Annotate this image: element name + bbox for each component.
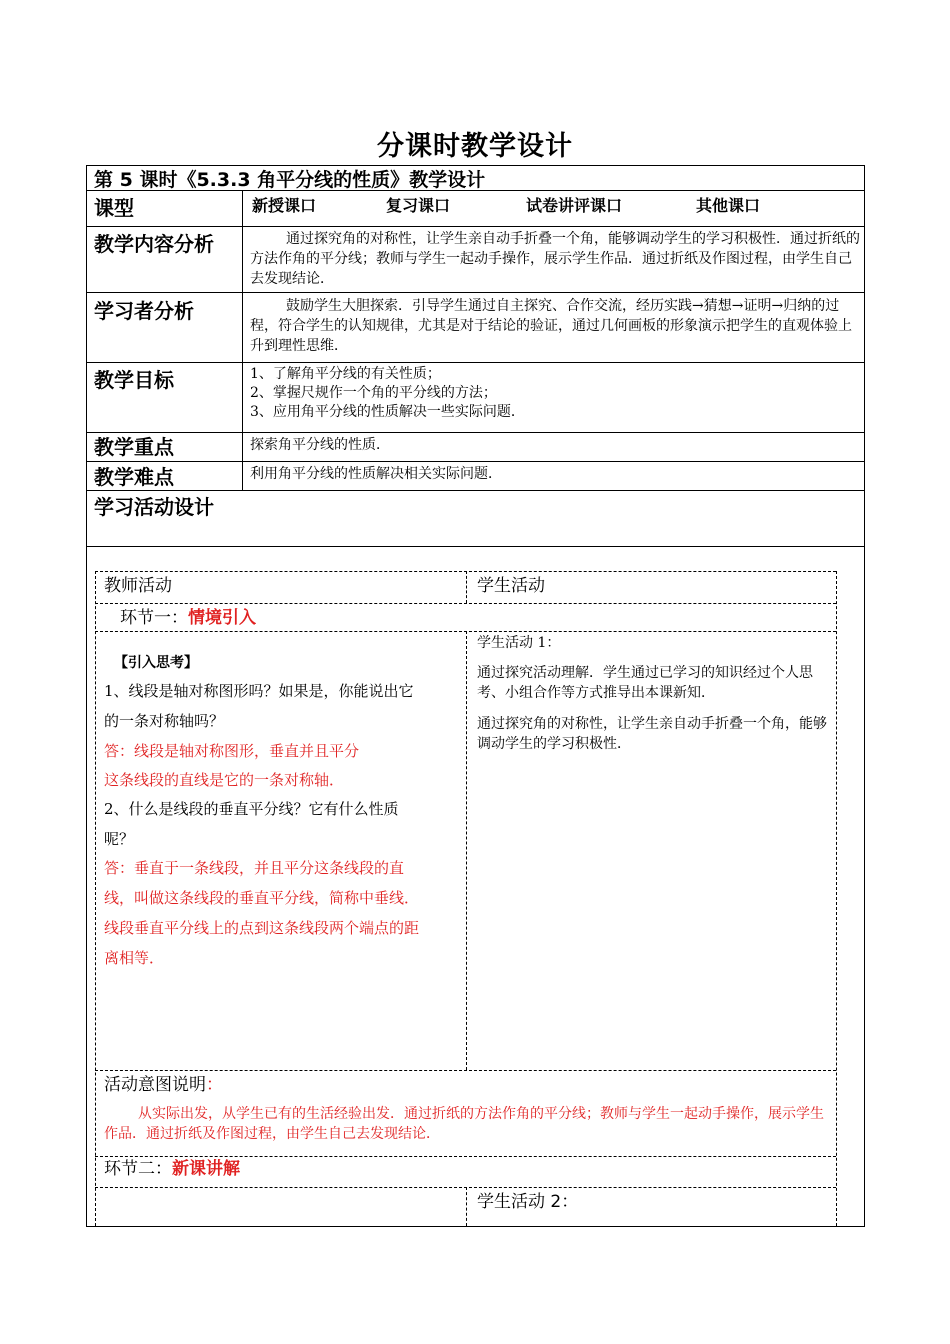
key-point-text: 探索角平分线的性质． bbox=[250, 437, 390, 453]
inner-border bbox=[836, 571, 837, 1226]
objective-item: 3、应用角平分线的性质解决一些实际问题． bbox=[250, 404, 525, 420]
inner-divider bbox=[95, 1070, 836, 1071]
question-2-line-2: 呢？ bbox=[104, 830, 135, 848]
course-option-other[interactable]: 其他课口 bbox=[696, 196, 761, 215]
inner-divider bbox=[95, 1226, 836, 1227]
row-divider bbox=[86, 292, 865, 293]
row-divider bbox=[86, 546, 865, 547]
page-title: 分课时教学设计 bbox=[377, 131, 573, 162]
question-2-line-1: 2、什么是线段的垂直平分线？它有什么性质 bbox=[104, 800, 399, 818]
student-activity-1-paragraph: 通过探究角的对称性，让学生亲自动手折叠一个角，能够调动学生的学习积极性． bbox=[477, 716, 827, 752]
question-1-line-1: 1、线段是轴对称图形吗？如果是，你能说出它 bbox=[104, 682, 414, 700]
row-divider bbox=[86, 461, 865, 462]
intent-colon: ： bbox=[206, 1075, 223, 1095]
row-divider bbox=[86, 490, 865, 491]
column-divider bbox=[242, 190, 243, 490]
teacher-activity-header: 教师活动 bbox=[104, 576, 172, 596]
intent-label: 活动意图说明 bbox=[104, 1075, 206, 1095]
student-activity-1-paragraph: 通过探究活动理解．学生通过已学习的知识经过个人思考、小组合作等方式推导出本课新知． bbox=[477, 665, 813, 701]
answer-2-line-1: 答：垂直于一条线段，并且平分这条线段的直 bbox=[104, 859, 405, 877]
student-activity-1-title: 学生活动 1： bbox=[477, 635, 561, 651]
key-point-label: 教学重点 bbox=[94, 435, 174, 459]
learner-analysis-text: 鼓励学生大胆探索．引导学生通过自主探究、合作交流，经历实践→猜想→证明→归纳的过程，符合学生的认知规律，尤其是对于结论的验证，通过几何画板的形象演示把学生的直观体验上升到理性思维． bbox=[250, 298, 852, 354]
answer-2-line-4: 离相等． bbox=[104, 949, 165, 967]
course-option-exam[interactable]: 试卷讲评课口 bbox=[526, 196, 623, 215]
inner-divider bbox=[95, 1156, 836, 1157]
answer-2-line-3: 线段垂直平分线上的点到这条线段两个端点的距 bbox=[104, 919, 420, 937]
content-analysis-text: 通过探究角的对称性，让学生亲自动手折叠一个角，能够调动学生的学习积极性．通过折纸的方法作角的平分线；教师与学生一起动手操作，展示学生作品．通过折纸及作图过程，由学生自己去发现结论． bbox=[250, 231, 860, 287]
stage1-label: 环节一： bbox=[120, 608, 188, 628]
intent-text: 从实际出发，从学生已有的生活经验出发．通过折纸的方法作角的平分线；教师与学生一起动手操作，展示学生作品．通过折纸及作图过程，由学生自己去发现结论． bbox=[104, 1106, 824, 1142]
inner-column-divider bbox=[466, 571, 467, 603]
difficulty-text: 利用角平分线的性质解决相关实际问题． bbox=[250, 466, 502, 482]
row-divider bbox=[86, 226, 865, 227]
inner-divider bbox=[95, 603, 836, 604]
learner-analysis-label: 学习者分析 bbox=[94, 299, 194, 323]
objectives-label: 教学目标 bbox=[94, 368, 174, 392]
answer-1-line-1: 答：线段是轴对称图形，垂直并且平分 bbox=[104, 742, 360, 760]
lesson-heading: 第 5 课时《5.3.3 角平分线的性质》教学设计 bbox=[94, 169, 486, 191]
student-activity-2-title: 学生活动 2： bbox=[477, 1192, 579, 1212]
difficulty-label: 教学难点 bbox=[94, 465, 174, 489]
stage2-label: 环节二： bbox=[104, 1159, 172, 1179]
intro-title: 【引入思考】 bbox=[114, 655, 198, 671]
content-analysis-label: 教学内容分析 bbox=[94, 232, 214, 256]
row-divider bbox=[86, 362, 865, 363]
course-type-label: 课型 bbox=[94, 196, 134, 220]
objective-item: 2、掌握尺规作一个角的平分线的方法； bbox=[250, 385, 497, 401]
answer-1-line-2: 这条线段的直线是它的一条对称轴． bbox=[104, 771, 345, 789]
course-option-review[interactable]: 复习课口 bbox=[386, 196, 451, 215]
stage1-name: 情境引入 bbox=[188, 608, 256, 628]
activity-design-label: 学习活动设计 bbox=[94, 495, 214, 519]
question-1-line-2: 的一条对称轴吗？ bbox=[104, 712, 225, 730]
stage2-name: 新课讲解 bbox=[172, 1159, 240, 1179]
student-activity-header: 学生活动 bbox=[477, 576, 545, 596]
objective-item: 1、了解角平分线的有关性质； bbox=[250, 366, 441, 382]
answer-2-line-2: 线，叫做这条线段的垂直平分线，简称中垂线． bbox=[104, 889, 420, 907]
course-option-new[interactable]: 新授课口 bbox=[252, 196, 317, 215]
inner-column-divider bbox=[466, 1187, 467, 1226]
inner-border bbox=[95, 571, 96, 1226]
inner-column-divider bbox=[466, 631, 467, 1070]
row-divider bbox=[86, 432, 865, 433]
